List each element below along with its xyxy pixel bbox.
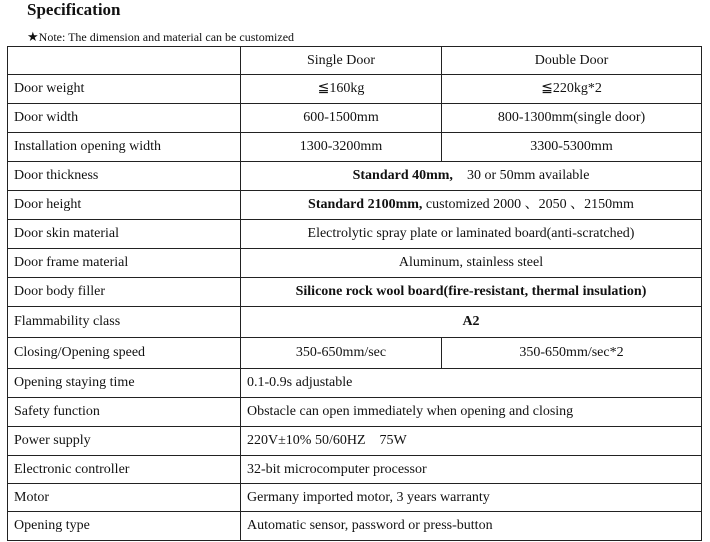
table-row-closing-opening-speed <box>8 338 702 369</box>
double-door-value: 3300-5300mm <box>442 133 702 162</box>
row-label: Installation opening width <box>8 133 241 162</box>
header-single-door: Single Door <box>241 47 442 75</box>
row-label: Closing/Opening speed <box>8 338 241 369</box>
table-row-opening-type <box>8 512 702 541</box>
star-icon: ★ <box>27 29 39 44</box>
door-skin-material-value: Electrolytic spray plate or laminated board(anti-scratched) <box>241 220 702 249</box>
row-label: Door frame material <box>8 249 241 278</box>
table-header-row <box>8 47 702 75</box>
specification-table <box>7 46 702 541</box>
motor-value: Germany imported motor, 3 years warranty <box>241 484 702 512</box>
row-label: Door weight <box>8 75 241 104</box>
table-row-safety-function <box>8 398 702 427</box>
single-door-value: 350-650mm/sec <box>241 338 442 369</box>
opening-staying-time-value: 0.1-0.9s adjustable <box>241 369 702 398</box>
row-label: Power supply <box>8 427 241 456</box>
flammability-class-value: A2 <box>241 307 702 338</box>
door-height-options: customized 2000 、2050 、2150mm <box>425 197 634 212</box>
double-door-value: 350-650mm/sec*2 <box>442 338 702 369</box>
row-label: Door skin material <box>8 220 241 249</box>
row-label: Door body filler <box>8 278 241 307</box>
row-label: Door thickness <box>8 162 241 191</box>
door-thickness-options: 30 or 50mm available <box>466 168 590 183</box>
opening-type-value: Automatic sensor, password or press-button <box>241 512 702 541</box>
row-label: Motor <box>8 484 241 512</box>
door-frame-material-value: Aluminum, stainless steel <box>241 249 702 278</box>
table-row-motor <box>8 484 702 512</box>
power-supply-voltage: 220V±10% 50/60HZ <box>247 433 366 448</box>
table-row-electronic-controller <box>8 456 702 484</box>
page-title: Specification <box>27 0 121 19</box>
table-row-door-frame-material <box>8 249 702 278</box>
power-supply-value <box>241 427 702 456</box>
row-label: Door width <box>8 104 241 133</box>
table-row-door-thickness <box>8 162 702 191</box>
row-label: Door height <box>8 191 241 220</box>
safety-function-value: Obstacle can open immediately when opening and closing <box>241 398 702 427</box>
single-door-value: ≦160kg <box>241 75 442 104</box>
row-label: Opening type <box>8 512 241 541</box>
table-row-door-body-filler <box>8 278 702 307</box>
power-supply-wattage: 75W <box>379 433 407 448</box>
door-body-filler-value: Silicone rock wool board(fire-resistant, thermal insulation) <box>241 278 702 307</box>
single-door-value: 600-1500mm <box>241 104 442 133</box>
row-label: Flammability class <box>8 307 241 338</box>
table-row-flammability-class <box>8 307 702 338</box>
note <box>27 29 294 45</box>
double-door-value: 800-1300mm(single door) <box>442 104 702 133</box>
table-row-installation-opening-width <box>8 133 702 162</box>
electronic-controller-value: 32-bit microcomputer processor <box>241 456 702 484</box>
header-blank <box>8 47 241 75</box>
row-label: Opening staying time <box>8 369 241 398</box>
double-door-value: ≦220kg*2 <box>442 75 702 104</box>
table-row-door-skin-material <box>8 220 702 249</box>
table-row-door-width <box>8 104 702 133</box>
table-row-power-supply <box>8 427 702 456</box>
header-double-door: Double Door <box>442 47 702 75</box>
door-thickness-value <box>241 162 702 191</box>
door-thickness-standard: Standard 40mm, <box>352 168 453 183</box>
door-height-value <box>241 191 702 220</box>
table-row-opening-staying-time <box>8 369 702 398</box>
table-row-door-weight <box>8 75 702 104</box>
single-door-value: 1300-3200mm <box>241 133 442 162</box>
note-text: Note: The dimension and material can be customized <box>38 30 295 44</box>
row-label: Safety function <box>8 398 241 427</box>
door-height-standard: Standard 2100mm, <box>308 197 423 212</box>
table-row-door-height <box>8 191 702 220</box>
row-label: Electronic controller <box>8 456 241 484</box>
